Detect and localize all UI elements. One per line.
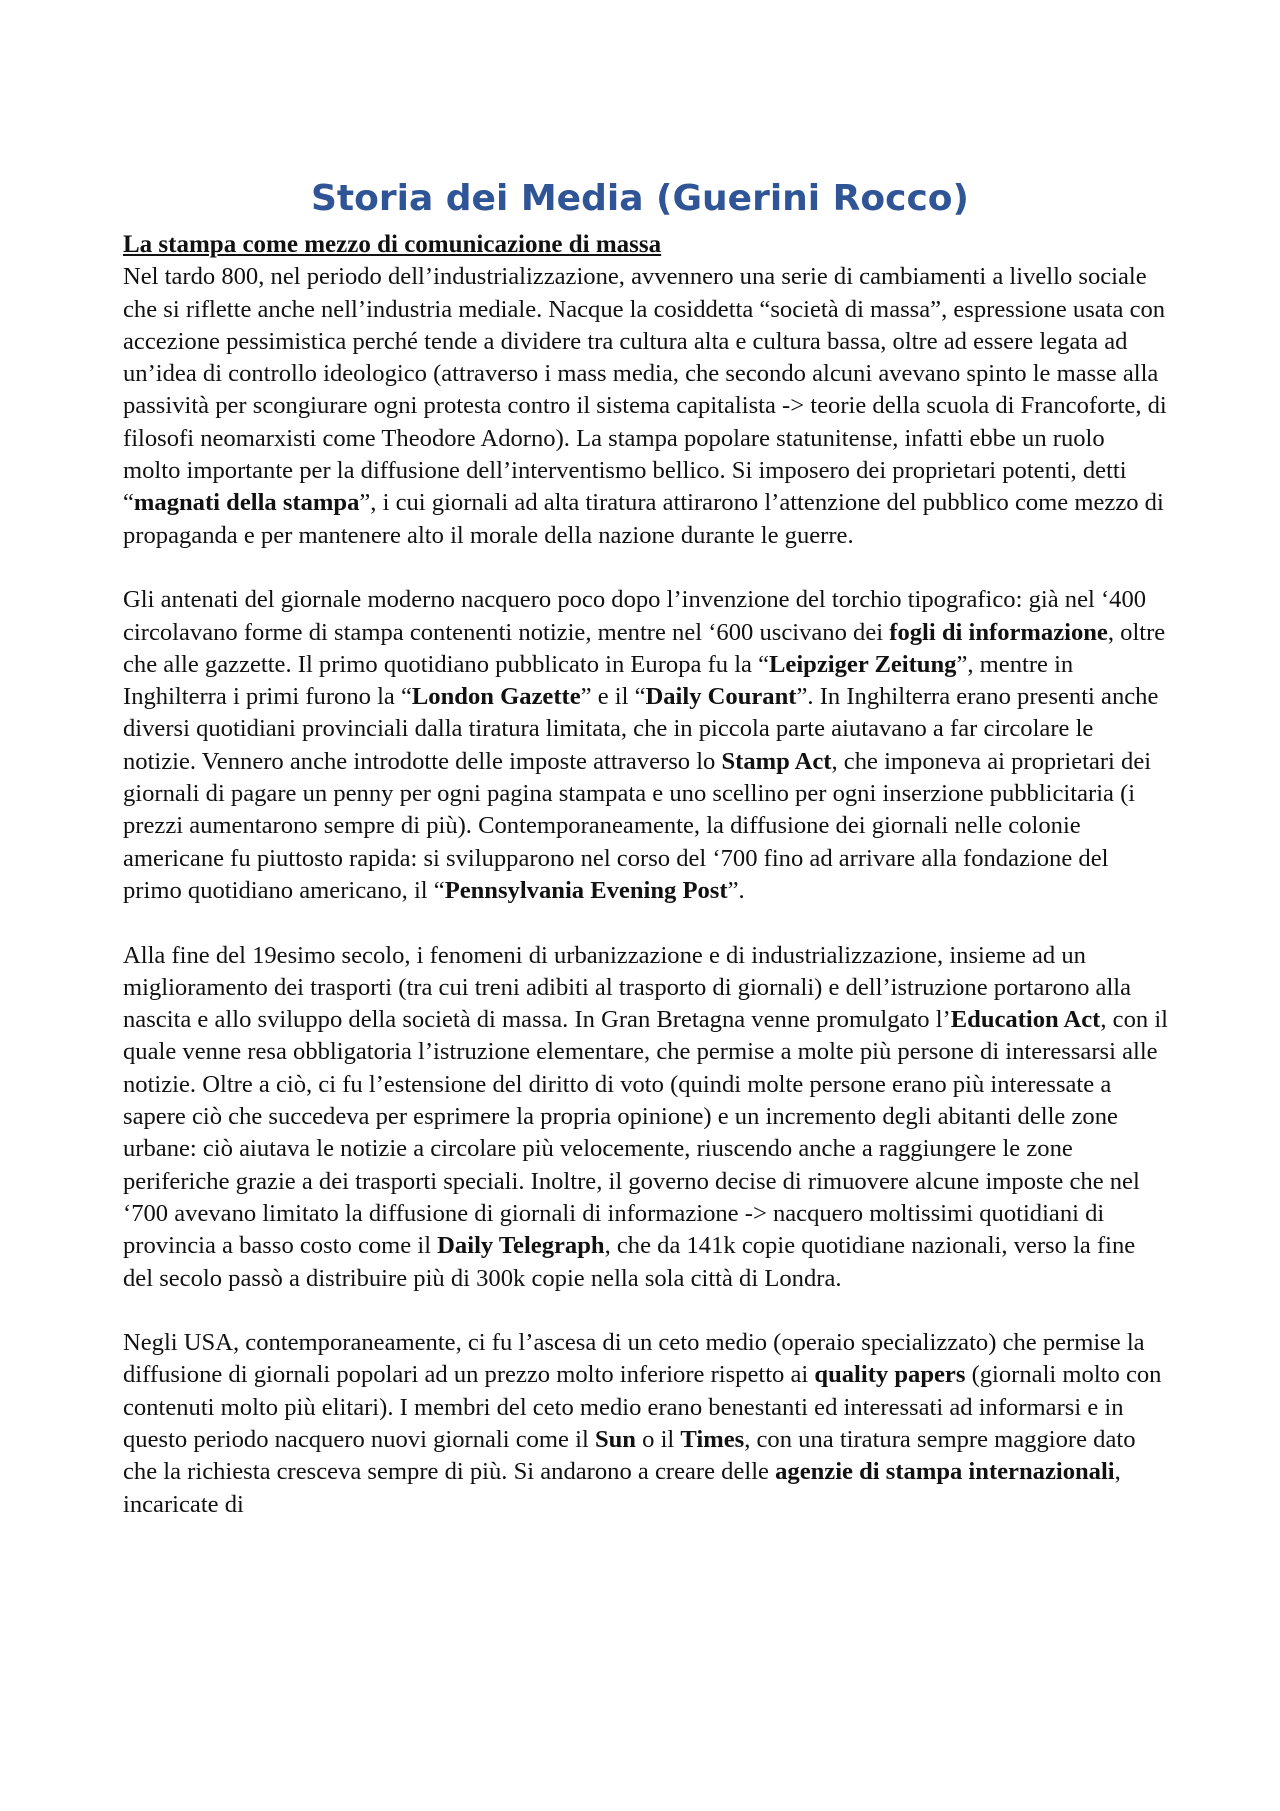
bold-term: quality papers (814, 1361, 966, 1389)
section-heading: La stampa come mezzo di comunicazione di massa (123, 231, 662, 258)
body-paragraph (123, 1327, 1168, 1521)
paragraph-text: ”, mentre in Inghilterra i primi furono la “ (123, 650, 1074, 711)
paragraph-text: Negli USA, contemporaneamente, ci fu l’ascesa di un ceto medio (operaio specializzato) che permise la diffusione di giornali popolari ad un prezzo molto inferiore rispetto ai (123, 1329, 1145, 1389)
document-body (123, 229, 1168, 1553)
paragraph-text: , con una tiratura sempre maggiore dato che la richiesta cresceva sempre di più. Si andarono a creare delle (123, 1425, 1136, 1486)
paragraph-text: o il (636, 1425, 681, 1453)
paragraph-text: , che imponeva ai proprietari dei giornali di pagare un penny per ogni pagina stampata e uno scellino per ogni inserzione pubblicitaria (i prezzi aumentarono sempre di più). Contemporaneamente, la diffusione dei giornali nelle colonie americane fu piuttosto rapida: si svilupparono nel corso del ‘700 fino ad arrivare alla fondazione del primo quotidiano americano, il “ (123, 747, 1152, 904)
paragraph-text: ”. In Inghilterra erano presenti anche diversi quotidiani provinciali dalla tiratura limitata, che in piccola parte aiutavano a far circolare le notizie. Vennero anche introdotte delle imposte attraverso lo (123, 683, 1159, 775)
body-paragraph (123, 584, 1168, 907)
bold-term: Stamp Act (721, 747, 832, 775)
body-paragraph (123, 261, 1168, 552)
paragraph-text: ”, i cui giornali ad alta tiratura attirarono l’attenzione del pubblico come mezzo di propaganda e per mantenere alto il morale della nazione durante le guerre. (123, 489, 1164, 549)
paragraph-text: Gli antenati del giornale moderno nacquero poco dopo l’invenzione del torchio tipografico: già nel ‘400 circolavano forme di stampa contenenti notizie, mentre nel ‘600 uscivano dei (123, 586, 1147, 646)
bold-term: magnati della stampa (133, 489, 360, 517)
paragraph-text: Nel tardo 800, nel periodo dell’industrializzazione, avvennero una serie di cambiamenti a livello sociale che si riflette anche nell’industria mediale. Nacque la cosiddetta “società di massa”, espressione usata con accezione pessimistica perché tende a dividere tra cultura alta e cultura bassa, oltre ad essere legata ad un’idea di controllo ideologico (attraverso i mass media, che secondo alcuni avevano spinto le masse alla passività per scongiurare ogni protesta contro il sistema capitalista -> teorie della scuola di Francoforte, di filosofi neomarxisti come Theodore Adorno). La stampa popolare statunitense, infatti ebbe un ruolo molto importante per la diffusione dell’interventismo bellico. Si imposero dei proprietari potenti, detti “ (123, 263, 1167, 517)
body-paragraph (123, 940, 1168, 1295)
bold-term: Daily Courant (645, 683, 797, 711)
bold-term: Sun (594, 1425, 636, 1453)
paragraph-text: Alla fine del 19esimo secolo, i fenomeni di urbanizzazione e di industrializzazione, insieme ad un miglioramento dei trasporti (tra cui treni adibiti al trasporto di giornali) e dell’istruzione portarono alla nascita e allo sviluppo della società di massa. In Gran Bretagna venne promulgato l’ (123, 941, 1132, 1034)
paragraph-text: ”. (727, 876, 745, 904)
paragraph-text: (giornali molto con contenuti molto più elitari). I membri del ceto medio erano benestanti ed interessati ad informarsi e in questo periodo nacquero nuovi giornali come il (123, 1361, 1162, 1453)
paragraph-text: , che da 141k copie quotidiane nazionali, verso la fine del secolo passò a distribuire più di 300k copie nella sola città di Londra. (123, 1232, 1136, 1292)
bold-term: Daily Telegraph (437, 1232, 605, 1260)
bold-term: Pennsylvania Evening Post (444, 876, 728, 904)
paragraph-text: , oltre che alle gazzette. Il primo quotidiano pubblicato in Europa fu la “ (123, 618, 1166, 678)
document-title: Storia dei Media (Guerini Rocco) (311, 178, 969, 219)
paragraph-list (123, 261, 1168, 1521)
bold-term: Times (680, 1425, 745, 1453)
bold-term: Leipziger Zeitung (769, 650, 957, 678)
bold-term: agenzie di stampa internazionali (775, 1458, 1115, 1486)
paragraph-text: , incaricate di (123, 1458, 1121, 1518)
bold-term: fogli di informazione (889, 618, 1108, 646)
bold-term: Education Act (950, 1006, 1101, 1034)
bold-term: London Gazette (411, 683, 581, 711)
paragraph-text: ” e il “ (580, 683, 646, 711)
paragraph-text: , con il quale venne resa obbligatoria l’istruzione elementare, che permise a molte più persone di interessarsi alle notizie. Oltre a ciò, ci fu l’estensione del diritto di voto (quindi molte persone erano più interessate a sapere ciò che succedeva per esprimere la propria opinione) e un incremento degli abitanti delle zone urbane: ciò aiutava le notizie a circolare più velocemente, riuscendo anche a raggiungere le zone periferiche grazie a dei trasporti speciali. Inoltre, il governo decise di rimuovere alcune imposte che nel ‘700 avevano limitato la diffusione di giornali di informazione -> nacquero moltissimi quotidiani di provincia a basso costo come il (123, 1006, 1168, 1260)
